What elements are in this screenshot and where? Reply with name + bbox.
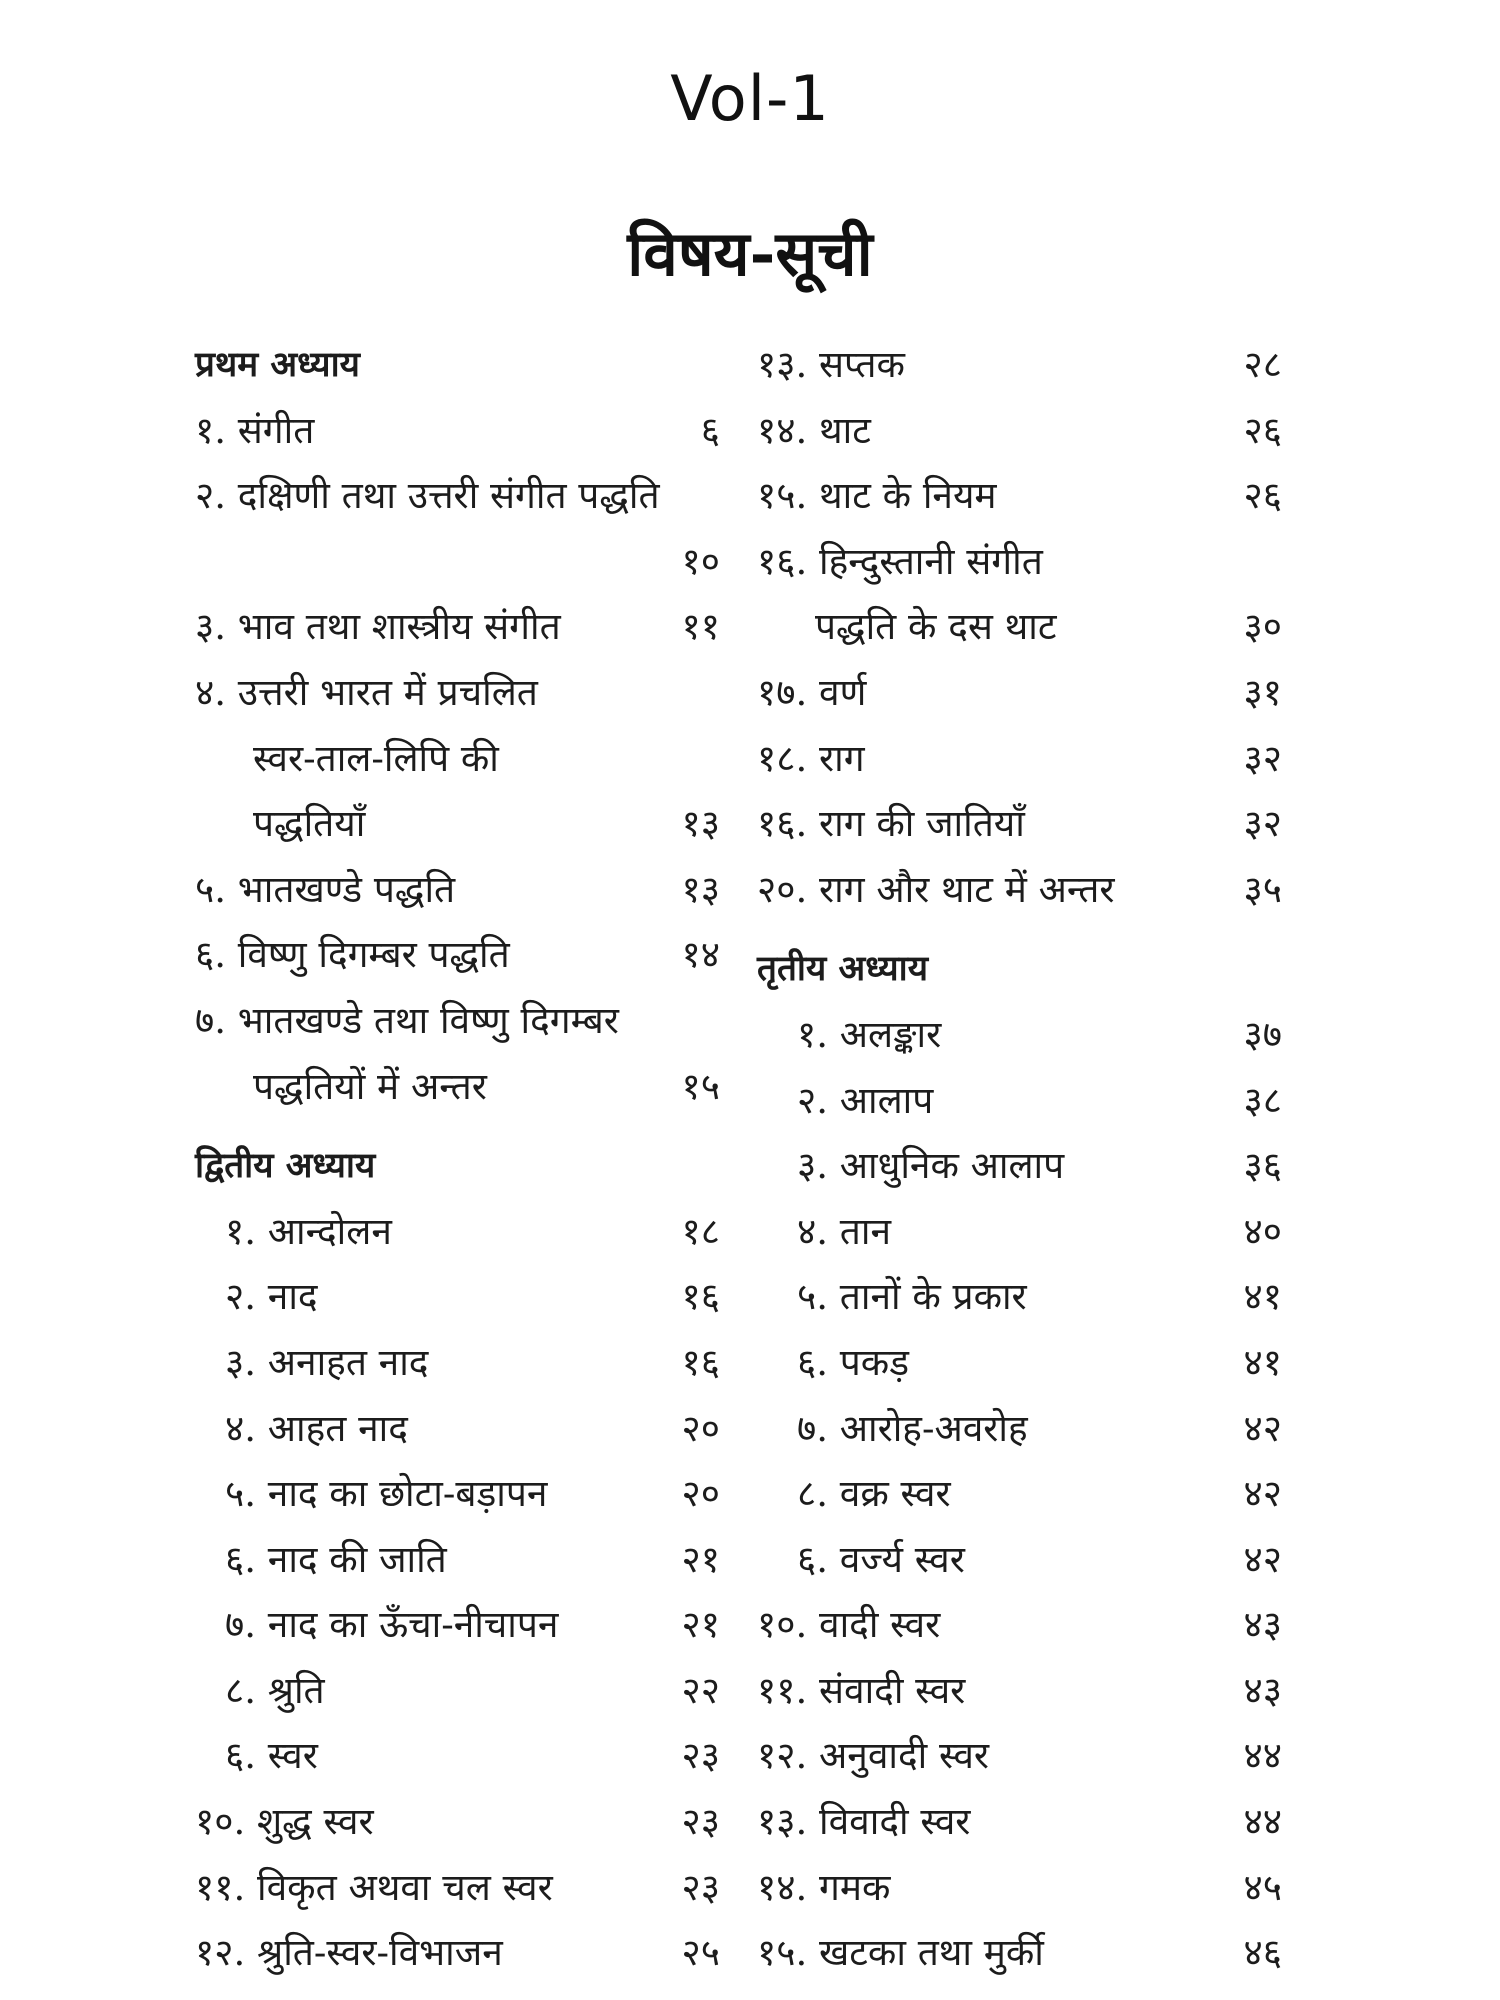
toc-entry-title: नाद का छोटा-बड़ापन [267, 1472, 548, 1516]
toc-entry [757, 1855, 1282, 1921]
toc-entry-page: ३७ [1243, 1012, 1282, 1056]
toc-entry-title: तान [839, 1209, 891, 1253]
toc-right-column [757, 332, 1282, 1986]
toc-entry [757, 332, 1282, 398]
toc-entry-title: थाट [819, 408, 871, 452]
toc-entry-number: १५. [757, 1931, 808, 1975]
toc-entry-number: ३. [195, 605, 227, 649]
toc-entry [195, 1855, 720, 1921]
toc-entry [195, 1658, 720, 1724]
toc-entry-page: ३८ [1243, 1078, 1282, 1122]
toc-entry-title: श्रुति [267, 1668, 325, 1712]
toc-entry-page: ३५ [1243, 867, 1282, 911]
toc-entry-continuation [195, 726, 720, 792]
toc-entry-number: ५. [225, 1472, 257, 1516]
chapter-heading-text: द्वितीय अध्याय [195, 1145, 376, 1187]
toc-entry-title: अनाहत नाद [267, 1340, 429, 1384]
toc-entry-page: ३२ [1243, 802, 1282, 846]
toc-entry [195, 1264, 720, 1330]
toc-entry-title: आलाप [839, 1078, 934, 1122]
toc-entry [195, 1330, 720, 1396]
toc-entry-title: तानों के प्रकार [839, 1275, 1027, 1319]
toc-entry-number: ४. [225, 1406, 257, 1450]
toc-entry-number: १६. [757, 539, 808, 583]
toc-entry-page: १४ [681, 933, 720, 977]
toc-entry-continuation [195, 1054, 720, 1120]
toc-entry [757, 791, 1282, 857]
toc-entry-title: दक्षिणी तथा उत्तरी संगीत पद्धति [237, 474, 660, 518]
toc-entry-number: १०. [195, 1800, 246, 1844]
toc-entry [757, 1658, 1282, 1724]
toc-entry-title: आरोह-अवरोह [839, 1406, 1028, 1450]
toc-entry-number: १५. [757, 474, 808, 518]
toc-entry-page: २१ [681, 1603, 720, 1647]
toc-entry-title: श्रुति-स्वर-विभाजन [257, 1931, 503, 1975]
toc-entry-page: २३ [681, 1865, 720, 1909]
toc-entry-title: थाट के नियम [819, 474, 997, 518]
toc-entry [757, 1002, 1282, 1068]
volume-label: Vol-1 [670, 62, 830, 135]
toc-entry-title: पद्धतियों में अन्तर [253, 1064, 487, 1108]
toc-entry-page: ४४ [1243, 1800, 1282, 1844]
toc-entry-title: भातखण्डे तथा विष्णु दिगम्बर [237, 998, 619, 1042]
toc-entry-number: १४. [757, 408, 808, 452]
toc-entry-title: पद्धति के दस थाट [815, 605, 1057, 649]
toc-entry [757, 1527, 1282, 1593]
toc-entry-continuation [195, 529, 720, 595]
toc-entry-page: २३ [681, 1734, 720, 1778]
toc-entry-number: ३. [225, 1340, 257, 1384]
toc-entry-title: आन्दोलन [267, 1209, 392, 1253]
toc-entry-title: विकृत अथवा चल स्वर [257, 1865, 553, 1909]
toc-entry-number: ११. [757, 1668, 808, 1712]
toc-entry [757, 463, 1282, 529]
toc-entry [195, 1592, 720, 1658]
page-title: विषय-सूची [627, 217, 873, 290]
toc-entry-title: स्वर-ताल-लिपि की [253, 736, 499, 780]
toc-entry-title: राग [819, 736, 865, 780]
toc-entry-page: ४४ [1243, 1734, 1282, 1778]
toc-entry-title: गमक [819, 1865, 891, 1909]
toc-entry [757, 1068, 1282, 1134]
toc-entry-number: १६. [757, 802, 808, 846]
toc-entry [757, 660, 1282, 726]
toc-entry-number: १४. [757, 1865, 808, 1909]
toc-entry-title: नाद की जाति [267, 1537, 447, 1581]
toc-entry [757, 1723, 1282, 1789]
toc-entry-number: ८. [797, 1472, 829, 1516]
toc-entry-number: ८. [225, 1668, 257, 1712]
toc-entry-title: स्वर [267, 1734, 318, 1778]
toc-entry [757, 1789, 1282, 1855]
toc-entry [195, 594, 720, 660]
toc-entry-page: ४० [1243, 1209, 1282, 1253]
toc-entry [757, 857, 1282, 923]
toc-entry-number: ६. [797, 1537, 829, 1581]
toc-entry-title: वक्र स्वर [839, 1472, 951, 1516]
toc-entry-continuation [195, 791, 720, 857]
toc-entry-page: २० [681, 1406, 720, 1450]
toc-entry-title: शुद्ध स्वर [257, 1800, 374, 1844]
toc-entry [757, 1330, 1282, 1396]
toc-entry-title: पकड़ [839, 1340, 910, 1384]
toc-entry-page: १० [681, 539, 720, 583]
toc-entry-title: वादी स्वर [819, 1603, 941, 1647]
toc-entry-page: २० [681, 1472, 720, 1516]
toc-entry-title: वर्ज्य स्वर [839, 1537, 965, 1581]
toc-entry [195, 1920, 720, 1986]
toc-entry [195, 1789, 720, 1855]
toc-entry [195, 1527, 720, 1593]
toc-entry-number: १८. [757, 736, 808, 780]
toc-entry-page: ४१ [1243, 1340, 1282, 1384]
toc-entry-title: राग की जातियाँ [819, 802, 1025, 846]
toc-entry [757, 726, 1282, 792]
toc-entry-number: १३. [757, 1800, 808, 1844]
toc-entry-page: १५ [681, 1064, 720, 1108]
toc-entry [195, 1461, 720, 1527]
toc-entry [195, 857, 720, 923]
toc-entry [757, 1199, 1282, 1265]
toc-entry-number: ४. [195, 670, 227, 714]
toc-entry-page: ४२ [1243, 1406, 1282, 1450]
toc-entry-page: १६ [681, 1275, 720, 1319]
toc-entry-number: ६. [225, 1734, 257, 1778]
toc-entry [757, 529, 1282, 595]
toc-entry-title: राग और थाट में अन्तर [819, 867, 1115, 911]
toc-entry-page: ३० [1243, 605, 1282, 649]
chapter-heading [757, 936, 1282, 1002]
toc-entry-number: ६. [225, 1537, 257, 1581]
toc-entry-title: सप्तक [819, 343, 905, 386]
toc-entry [195, 922, 720, 988]
toc-entry-title: वर्ण [819, 670, 867, 714]
toc-entry-title: विवादी स्वर [819, 1800, 971, 1844]
toc-entry-page: २२ [681, 1668, 720, 1712]
toc-entry-number: १२. [757, 1734, 808, 1778]
toc-entry-page: १८ [681, 1209, 720, 1253]
toc-entry [757, 1461, 1282, 1527]
toc-entry-title: हिन्दुस्तानी संगीत [819, 539, 1043, 583]
toc-entry [757, 1920, 1282, 1986]
toc-entry-title: आधुनिक आलाप [839, 1144, 1065, 1188]
toc-entry-page: ४५ [1243, 1865, 1282, 1909]
toc-entry [757, 1133, 1282, 1199]
toc-left-column [195, 332, 720, 1986]
toc-entry-page: ३२ [1243, 736, 1282, 780]
toc-entry [195, 1396, 720, 1462]
toc-entry-title: संवादी स्वर [819, 1668, 966, 1712]
toc-entry-page: २१ [681, 1537, 720, 1581]
toc-entry-page: ४६ [1243, 1931, 1282, 1975]
toc-entry [195, 463, 720, 529]
toc-entry-page: ४१ [1243, 1275, 1282, 1319]
toc-entry-page: ३६ [1243, 1144, 1282, 1188]
toc-entry-page: २६ [1243, 408, 1282, 452]
toc-entry-title: संगीत [237, 408, 315, 452]
toc-entry-number: २. [195, 474, 227, 518]
toc-entry-number: ५. [797, 1275, 829, 1319]
toc-entry-number: ७. [225, 1603, 257, 1647]
toc-entry [757, 1264, 1282, 1330]
toc-entry-number: १३. [757, 343, 808, 386]
toc-entry-title: नाद [267, 1275, 318, 1319]
toc-entry-page: २५ [681, 1931, 720, 1975]
toc-entry-number: २. [797, 1078, 829, 1122]
toc-entry-number: २०. [757, 867, 808, 911]
toc-entry-title: विष्णु दिगम्बर पद्धति [237, 933, 510, 977]
toc-entry [757, 1396, 1282, 1462]
toc-entry-number: ६. [195, 933, 227, 977]
toc-entry [195, 988, 720, 1054]
toc-entry-page: १३ [681, 802, 720, 846]
toc-entry-page: २३ [681, 1800, 720, 1844]
toc-entry-page: २६ [1243, 474, 1282, 518]
toc-entry-continuation [757, 594, 1282, 660]
chapter-heading [195, 1133, 720, 1199]
toc-entry [195, 1199, 720, 1265]
toc-entry-number: ४. [797, 1209, 829, 1253]
toc-entry-title: नाद का ऊँचा-नीचापन [267, 1603, 559, 1647]
toc-entry-number: १२. [195, 1931, 246, 1975]
toc-entry-title: भातखण्डे पद्धति [237, 867, 456, 911]
toc-entry [195, 398, 720, 464]
toc-entry [195, 660, 720, 726]
toc-entry-page: ४२ [1243, 1472, 1282, 1516]
toc-entry-title: भाव तथा शास्त्रीय संगीत [237, 605, 561, 649]
toc-entry-page: ४३ [1243, 1668, 1282, 1712]
toc-entry-number: ५. [195, 867, 227, 911]
toc-entry [757, 398, 1282, 464]
toc-entry-number: १. [225, 1209, 257, 1253]
toc-entry-page: ६ [700, 408, 720, 452]
toc-entry-title: अलङ्कार [839, 1012, 942, 1056]
toc-entry-number: ६. [797, 1340, 829, 1384]
toc-entry-number: ७. [195, 998, 227, 1042]
toc-entry-page: ४३ [1243, 1603, 1282, 1647]
toc-entry-number: १७. [757, 670, 808, 714]
toc-entry-title: खटका तथा मुर्की [819, 1931, 1044, 1975]
toc-entry-page: ११ [681, 605, 720, 649]
toc-entry-number: ११. [195, 1865, 246, 1909]
toc-entry-page: ४२ [1243, 1537, 1282, 1581]
chapter-heading [195, 332, 720, 398]
toc-entry-page: १६ [681, 1340, 720, 1384]
toc-entry-title: अनुवादी स्वर [819, 1734, 990, 1778]
toc-entry-number: १. [195, 408, 227, 452]
toc-entry-title: आहत नाद [267, 1406, 408, 1450]
toc-entry-number: १. [797, 1012, 829, 1056]
toc-entry [757, 1592, 1282, 1658]
toc-entry-number: ३. [797, 1144, 829, 1188]
toc-entry-page: ३१ [1243, 670, 1282, 714]
toc-entry-title: पद्धतियाँ [253, 802, 366, 846]
toc-entry-number: १०. [757, 1603, 808, 1647]
toc-entry [195, 1723, 720, 1789]
chapter-heading-text: तृतीय अध्याय [757, 948, 929, 990]
toc-entry-page: २८ [1243, 343, 1282, 386]
toc-entry-number: ७. [797, 1406, 829, 1450]
toc-entry-number: २. [225, 1275, 257, 1319]
toc-entry-page: १३ [681, 867, 720, 911]
chapter-heading-text: प्रथम अध्याय [195, 344, 360, 385]
toc-entry-title: उत्तरी भारत में प्रचलित [237, 670, 538, 714]
